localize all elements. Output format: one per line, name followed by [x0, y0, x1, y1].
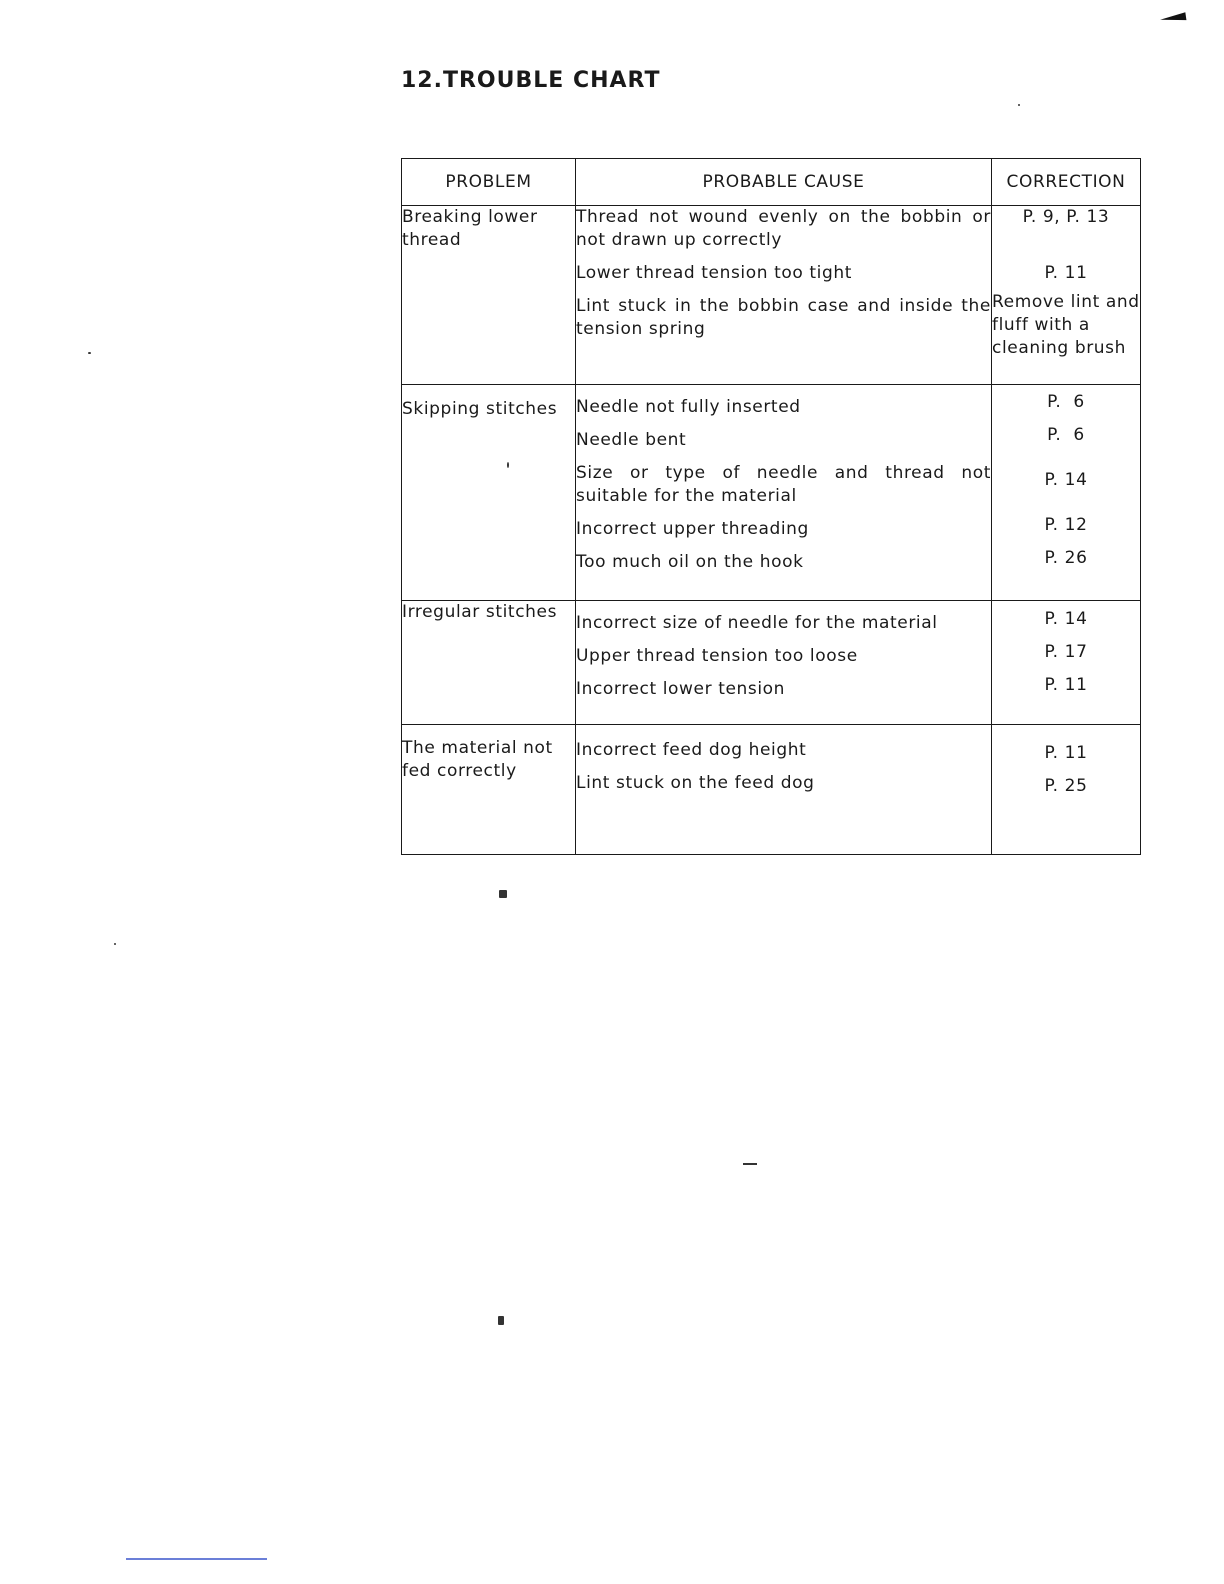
cause-item: Incorrect size of needle for the material	[576, 613, 938, 633]
cause-item: Lower thread tension too tight	[576, 263, 853, 283]
scan-speck	[507, 462, 509, 468]
correction-item: P. 11	[1044, 675, 1088, 695]
correction-cell	[992, 206, 1141, 385]
problem-cell: Irregular stitches	[402, 601, 576, 725]
cause-cell	[576, 385, 992, 601]
cause-cell	[576, 601, 992, 725]
table-header-row	[402, 159, 1141, 206]
correction-item: P. 26	[1044, 548, 1088, 568]
correction-item: P. 17	[1044, 642, 1088, 662]
scan-speck	[499, 890, 507, 898]
scan-speck	[743, 1163, 757, 1165]
correction-item: P. 11	[1044, 743, 1088, 763]
trouble-chart-table	[401, 158, 1141, 855]
cause-item: Thread not wound evenly on the bobbin or not drawn up correctly	[576, 207, 991, 250]
table-row	[402, 206, 1141, 385]
cause-item: Needle not fully inserted	[576, 397, 801, 417]
correction-item: P. 14	[1044, 470, 1088, 490]
correction-item: P. 6	[1047, 392, 1085, 412]
correction-cell	[992, 385, 1141, 601]
correction-cell	[992, 725, 1141, 855]
table-row	[402, 725, 1141, 855]
cause-item: Needle bent	[576, 430, 687, 450]
cause-cell	[576, 725, 992, 855]
cause-item: Incorrect lower tension	[576, 679, 786, 699]
cause-item: Upper thread tension too loose	[576, 646, 858, 666]
correction-item: P. 9, P. 13	[1022, 207, 1110, 227]
corner-arrow-mark	[1160, 12, 1187, 24]
cause-item: Incorrect feed dog height	[576, 740, 807, 760]
cause-item: Size or type of needle and thread not suitable for the material	[576, 463, 991, 506]
problem-cell: Breaking lower thread	[402, 206, 576, 385]
correction-item: Remove lint and fluff with a cleaning brush	[992, 292, 1140, 358]
scan-speck	[114, 943, 116, 945]
header-problem: PROBLEM	[402, 159, 576, 206]
scan-speck	[88, 352, 91, 354]
bottom-edge-line	[126, 1558, 267, 1560]
correction-item: P. 25	[1044, 776, 1088, 796]
cause-item: Lint stuck on the feed dog	[576, 773, 815, 793]
correction-item: P. 12	[1044, 515, 1088, 535]
cause-item: Incorrect upper threading	[576, 519, 809, 539]
correction-item: P. 14	[1044, 609, 1088, 629]
cause-item: Too much oil on the hook	[576, 552, 804, 572]
correction-cell	[992, 601, 1141, 725]
scan-speck	[498, 1316, 504, 1325]
problem-cell: The material not fed correctly	[402, 725, 576, 855]
page-title: 12.TROUBLE CHART	[401, 68, 661, 93]
scan-speck	[1018, 104, 1020, 106]
cause-cell	[576, 206, 992, 385]
correction-item: P. 6	[1047, 425, 1085, 445]
table-row	[402, 601, 1141, 725]
correction-item: P. 11	[1044, 263, 1088, 283]
header-probable-cause: PROBABLE CAUSE	[576, 159, 992, 206]
header-correction: CORRECTION	[992, 159, 1141, 206]
cause-item: Lint stuck in the bobbin case and inside the tension spring	[576, 296, 991, 339]
table-row	[402, 385, 1141, 601]
problem-cell: Skipping stitches	[402, 385, 576, 601]
